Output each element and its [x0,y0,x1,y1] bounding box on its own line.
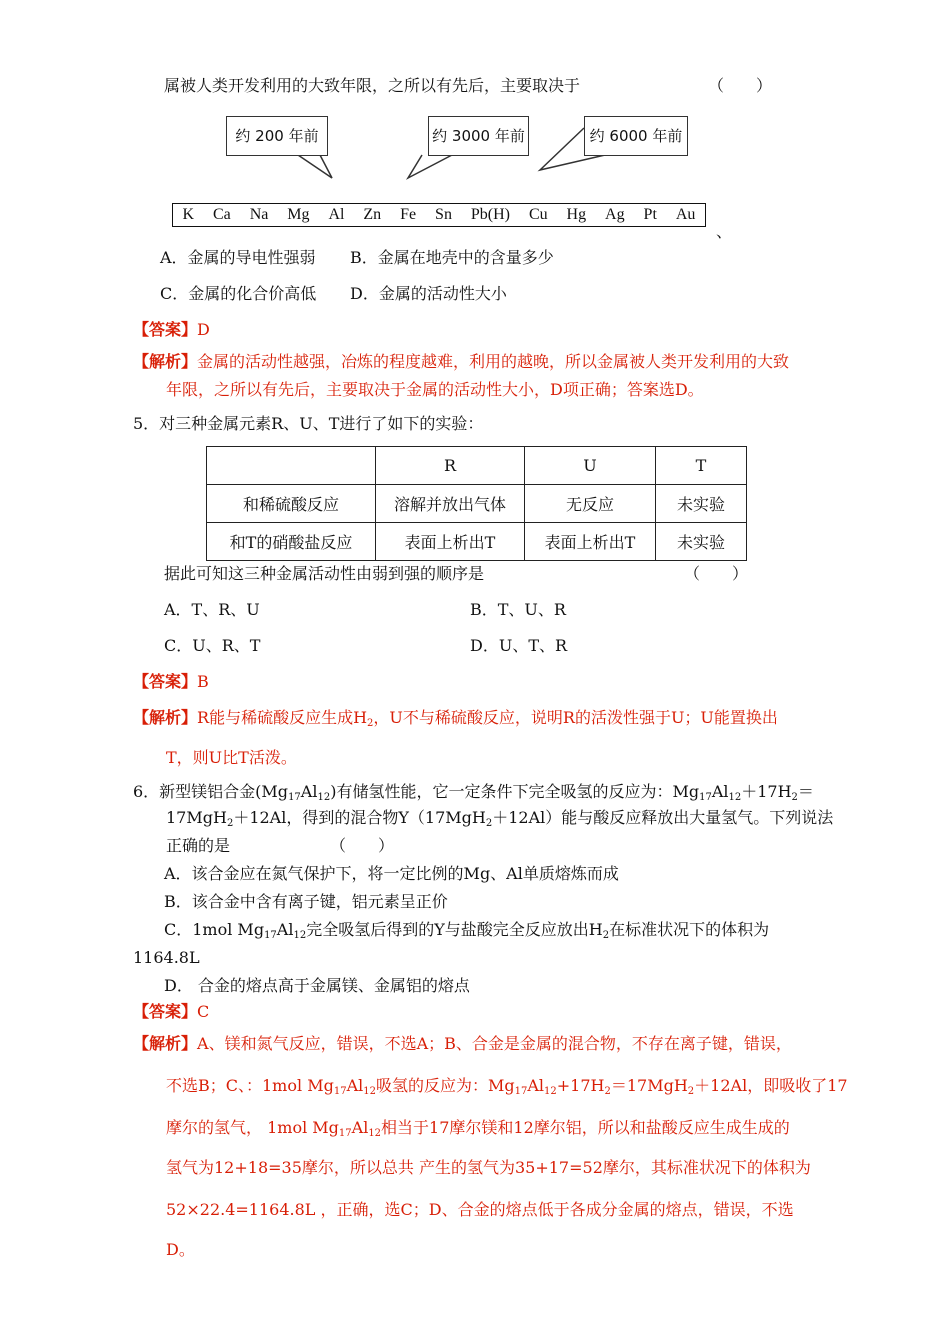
q6-analysis-line-3: 摩尔的氢气， 1mol $Mg_{17}Al_{12}$相当于17摩尔镁和12摩尔铝，所以和盐酸反应生成生成的 [166,1118,790,1139]
metal-mg: Mg [287,206,310,223]
table-cell: 表面上析出T [376,523,525,561]
q4-stem: 属被人类开发利用的大致年限，之所以有先后，主要取决于 [164,76,581,95]
answer-tag: 【答案】 [133,1002,198,1021]
experiment-table [206,446,747,561]
metal-k: K [182,206,195,223]
table-cell: 溶解并放出气体 [376,485,525,523]
metal-na: Na [249,206,269,223]
metal-ag: Ag [605,206,625,223]
metal-fe: Fe [400,206,417,223]
q4-analysis-line-1 [133,352,789,372]
analysis-text: 金属的活动性越强，冶炼的程度越难，利用的越晚，所以金属被人类开发利用的大致 [197,352,790,371]
q5-answer [133,672,209,692]
table-cell: 无反应 [525,485,656,523]
answer-tag: 【答案】 [133,672,198,691]
metal-sn: Sn [435,206,452,223]
q5-answer-paren: （ ） [684,564,749,583]
answer-value: C [197,1002,210,1021]
trailing-mark: 、 [716,222,733,241]
q5-analysis-line-2: T，则U比T活泼。 [166,748,297,767]
q6-answer [133,1002,209,1022]
q4-option-b: B．金属在地壳中的含量多少 [350,248,554,267]
q4-option-c: C．金属的化合价高低 [160,284,317,303]
q6-analysis-line-5: 52×22.4=1164.8L ，正确，选C；D、合金的熔点低于各成分金属的熔点，错误，不选 [166,1200,794,1219]
metal-al: Al [328,206,345,223]
analysis-text: R能与稀硫酸反应生成$H_2$，U不与稀硫酸反应，说明R的活泼性强于U；U能置换出 [197,708,778,729]
table-cell: 未实验 [656,485,747,523]
q6-option-b: B．该合金中含有离子键，铝元素呈正价 [164,892,448,911]
metal-cu: Cu [528,206,548,223]
answer-tag: 【答案】 [133,320,198,339]
q6-stem-line-1: 6．新型镁铝合金$(Mg_{17}Al_{12})$有储氢性能，它一定条件下完全吸氢的反应为：$Mg_{17}Al_{12}+17H_2=$ [133,782,814,803]
q5-option-b: B．T、U、R [470,600,566,619]
metal-ca: Ca [212,206,231,223]
metal-hg: Hg [566,206,587,223]
bubble-6000-years: 约 6000 年前 [584,116,688,156]
table-header-u: U [525,447,656,485]
q4-option-a: A．金属的导电性强弱 [160,248,316,267]
q6-option-a: A．该合金应在氮气保护下，将一定比例的Mg、Al单质熔炼而成 [164,864,619,883]
metal-au: Au [675,206,696,223]
q5-stem: 5．对三种金属元素R、U、T进行了如下的实验： [133,414,484,433]
q5-analysis-line-1 [133,708,778,728]
speech-bubble-pointers [0,0,950,200]
table-cell: 表面上析出T [525,523,656,561]
q4-answer-paren: （ ） [708,76,773,95]
answer-value: B [197,672,209,691]
table-cell: 和T的硝酸盐反应 [207,523,376,561]
q6-stem-line-2: 17MgH$_2$＋12Al，得到的混合物Y（17MgH$_2$＋12Al）能与酸反应释放出大量氢气。下列说法 [166,808,834,829]
table-cell: 未实验 [656,523,747,561]
q6-analysis-line-1 [133,1034,792,1054]
q4-analysis-line-2: 年限，之所以有先后，主要取决于金属的活动性大小，D项正确；答案选D。 [166,380,704,399]
analysis-text: A、镁和氮气反应，错误，不选A；B、合金是金属的混合物，不存在离子键，错误， [197,1034,792,1053]
q6-analysis-line-2: 不选B；C、：1mol $Mg_{17}Al_{12}$吸氢的反应为：$Mg_{17}Al_{12}+17H_2=17MgH_2+12Al$，即吸收了17 [166,1076,848,1097]
q4-answer [133,320,210,340]
q6-option-c-cont: 1164.8L [133,948,200,967]
q6-answer-paren: （ ） [330,836,395,855]
table-header-t: T [656,447,747,485]
q6-analysis-line-6: D。 [166,1240,195,1259]
bubble-3000-years: 约 3000 年前 [428,116,529,156]
analysis-tag: 【解析】 [133,708,198,727]
q6-analysis-line-4: 氢气为12+18=35摩尔，所以总共 产生的氢气为35+17=52摩尔，其标准状况下的体积为 [166,1158,811,1177]
q5-question: 据此可知这三种金属活动性由弱到强的顺序是 [164,564,485,583]
q6-stem-line-3: 正确的是 [166,836,231,855]
q4-option-d: D．金属的活动性大小 [350,284,507,303]
analysis-tag: 【解析】 [133,1034,198,1053]
metal-pt: Pt [643,206,657,223]
answer-value: D [197,320,210,339]
metal-pb-h: Pb(H) [470,206,510,223]
table-header-blank [207,447,376,485]
q5-option-c: C．U、R、T [164,636,261,655]
metal-activity-series [172,203,706,227]
q5-option-d: D．U、T、R [470,636,568,655]
q6-option-d: D． 合金的熔点高于金属镁、金属铝的熔点 [164,976,470,995]
q5-option-a: A．T、R、U [164,600,260,619]
bubble-200-years: 约 200 年前 [226,116,328,156]
metal-zn: Zn [363,206,382,223]
analysis-tag: 【解析】 [133,352,198,371]
table-header-r: R [376,447,525,485]
q6-option-c: C．1mol $Mg_{17}Al_{12}$完全吸氢后得到的Y与盐酸完全反应放出$H_2$在标准状况下的体积为 [164,920,770,941]
table-cell: 和稀硫酸反应 [207,485,376,523]
